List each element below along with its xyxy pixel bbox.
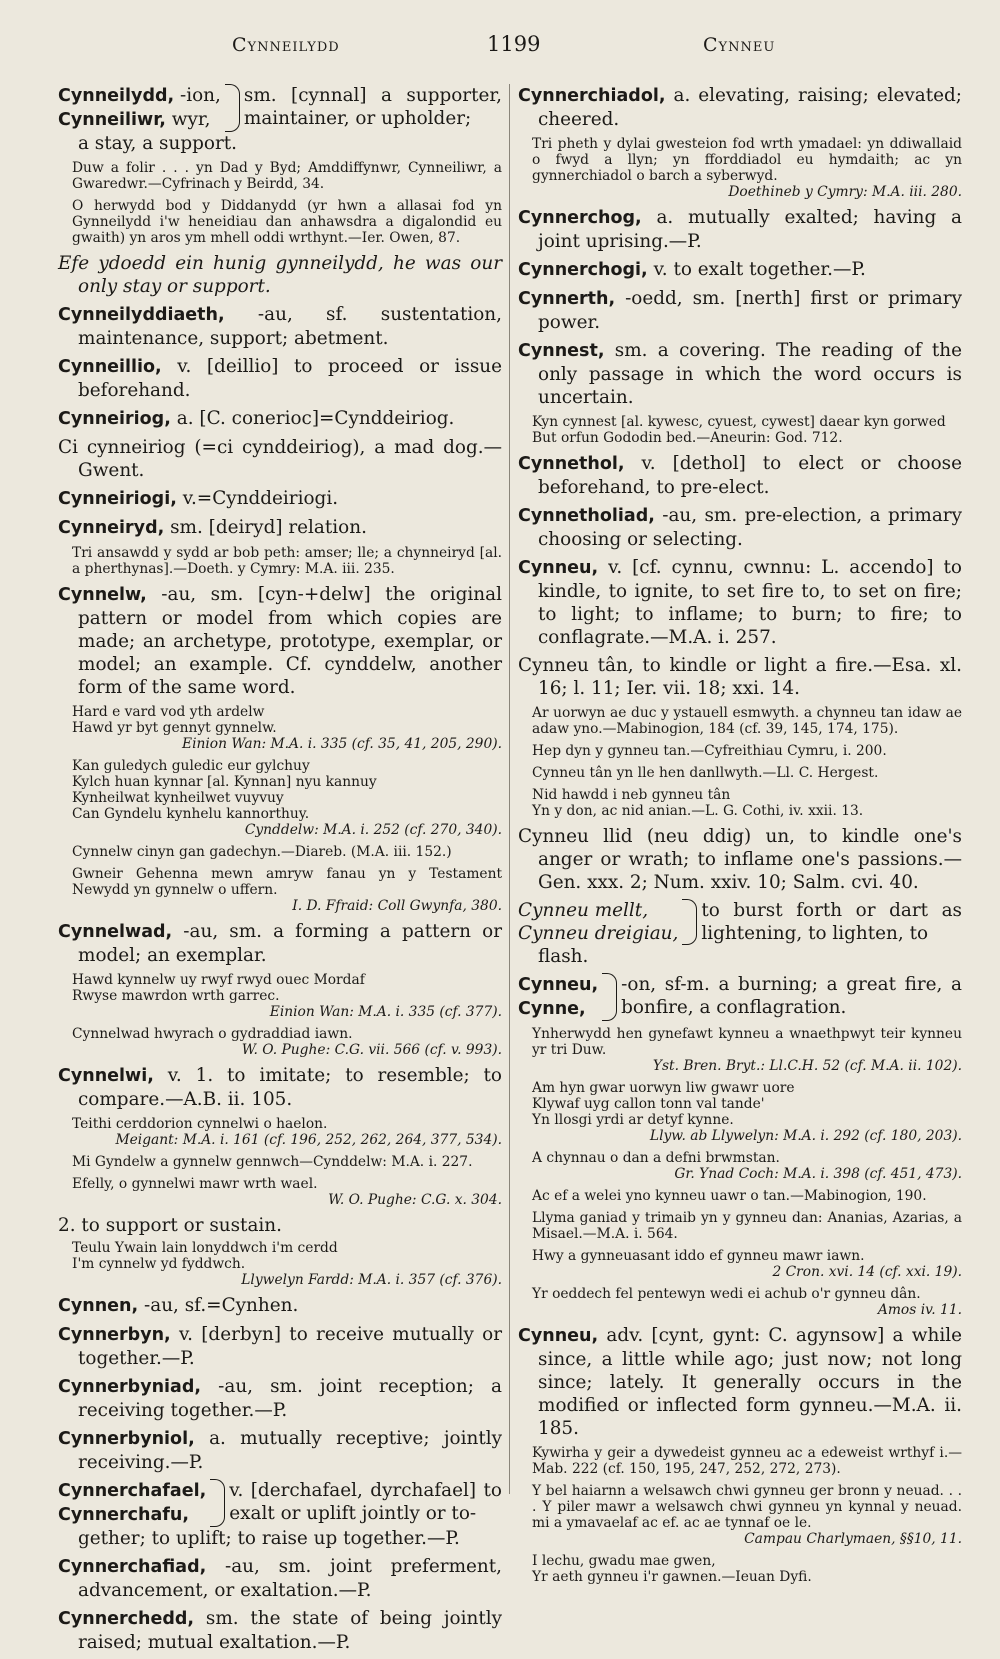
citation-source: Llywelyn Fardd: M.A. i. 357 (cf. 376). (241, 1272, 502, 1288)
entry (518, 556, 962, 649)
definition: adv. [cynt, gynt: C. agynsow] a while since, a little while ago; just now; not long since; lately. It generally occurs in the modified or inflected form gynneu.—M.A. ii. 185. (538, 1325, 962, 1439)
citation (72, 1116, 502, 1148)
definition: -on, sf-m. a burning; a great fire, a bonfire, a conflagration. (621, 974, 962, 1018)
citation-source: Einion Wan: M.A. i. 335 (cf. 377). (269, 1004, 502, 1020)
citation (532, 1150, 962, 1182)
citation-text: Teulu Ywain lain lonyddwch i'm cerdd I'm cynnelw yd fyddwch. (72, 1240, 338, 1272)
headword: Cynnerbyn, (58, 1325, 171, 1345)
citation (72, 972, 502, 1020)
entry-cynneu-mellt (518, 899, 962, 945)
headword: Cynnerchogi, (518, 260, 648, 280)
definition: sm. [cynnal] a supporter, maintainer, or upholder; (243, 85, 502, 129)
headword: Cynnerchafu, (58, 1505, 190, 1525)
definition: v. 1. to imitate; to resemble; to compare.—A.B. ii. 105. (78, 1065, 502, 1110)
running-head-right: Cynneu (703, 34, 776, 56)
citation: Tri ansawdd y sydd ar bob peth: amser; lle; a chynneiryd [al. a pherthynas].—Doeth. y Cymry: M.A. iii. 235. (72, 545, 502, 577)
definition: sm. the state of being jointly raised; mutual exaltation.—P. (78, 1608, 502, 1653)
entry (58, 1064, 502, 1111)
entry (518, 287, 962, 334)
entry-headwords (518, 973, 598, 1021)
citation: Hep dyn y gynneu tan.—Cyfreithiau Cymru, i. 200. (532, 743, 887, 759)
headword: Cynnerchog, (518, 208, 642, 228)
citation-text: Tri pheth y dylai gwesteion fod wrth ymadael: yn ddiwallaid o fwyd a llyn; yn fforddiadol eu hymdaith; ac yn gynnerchiadol o barch a syberwyd. (532, 136, 962, 184)
entry (58, 1555, 502, 1602)
definition-continued: a stay, a support. (78, 133, 237, 154)
headword: Cynnerchafiad, (58, 1557, 207, 1577)
headword: Cynnetholiad, (518, 506, 655, 526)
definition: sm. [deiryd] relation. (170, 517, 367, 538)
citation-source: Meigant: M.A. i. 161 (cf. 196, 252, 262, 264, 377, 534). (115, 1132, 502, 1148)
entry (518, 339, 962, 409)
citation: Ac ef a welei yno kynneu uawr o tan.—Mabinogion, 190. (532, 1188, 927, 1204)
entry (518, 452, 962, 499)
citation-text: Hwy a gynneuasant iddo ef gynneu mawr iawn. (532, 1248, 865, 1264)
entry (518, 258, 962, 282)
plural-ending: wyr, (171, 109, 211, 130)
definition: v. [derbyn] to receive mutually or together.—P. (78, 1324, 502, 1369)
citation-source: Cynddelw: M.A. i. 252 (cf. 270, 340). (244, 822, 502, 838)
definition: -au, sm. [cyn-+delw] the original pattern or model from which copies are made; an archetype, prototype, exemplar, or model; an example. Cf. cynddelw, another form of the same word. (78, 584, 502, 698)
entry (58, 487, 502, 511)
citation: Duw a folir . . . yn Dad y Byd; Amddiffynwr, Cynneiliwr, a Gwaredwr.—Cyfrinach y Beirdd, 34. (72, 160, 502, 192)
headword: Cynnerchedd, (58, 1609, 195, 1629)
plural-ending: -ion, (180, 85, 221, 106)
entry-headwords (58, 1479, 206, 1527)
citation (72, 1240, 502, 1288)
citation-source: W. O. Pughe: C.G. vii. 566 (cf. v. 993). (241, 1042, 502, 1058)
definition: v. [derchafael, dyrchafael] to exalt or uplift jointly or to- (229, 1480, 502, 1524)
entry (58, 355, 502, 402)
entry (518, 84, 962, 131)
definition: v. [dethol] to elect or choose beforehand, to pre-elect. (538, 453, 962, 498)
citation (532, 1286, 962, 1318)
headword: Cynneilyddiaeth, (58, 305, 225, 325)
citation-source: I. D. Ffraid: Coll Gwynfa, 380. (292, 898, 502, 914)
entry (518, 1324, 962, 1440)
headword: Cynnen, (58, 1296, 139, 1316)
definition: v. to exalt together.—P. (653, 259, 866, 280)
citation-text: Teithi cerddorion cynnelwi o haelon. (72, 1116, 328, 1132)
headword: Cynneu, (518, 1326, 599, 1346)
headword: Cynnerbyniol, (58, 1429, 195, 1449)
headword: Cynneilydd, (58, 86, 175, 106)
sense-2: 2. to support or sustain. (58, 1215, 282, 1236)
headword: Cynnerchafael, (58, 1481, 207, 1501)
definition: a. [C. conerioc]=Cynddeiriog. (176, 408, 455, 429)
definition: -au, sf. sustentation, maintenance, support; abetment. (78, 304, 502, 349)
definition: -au, sm. a forming a pattern or model; an exemplar. (78, 921, 502, 966)
running-head-left: Cynneilydd (232, 34, 340, 56)
definition: -au, sf.=Cynhen. (144, 1295, 299, 1316)
citation (532, 1248, 962, 1280)
entry (58, 583, 502, 699)
citation-text: Hard e vard vod yth ardelw Hawd yr byt gennyt gynnelw. (72, 704, 277, 736)
entry-headwords (518, 899, 678, 945)
definition-continued: flash. (538, 946, 589, 967)
citation (72, 758, 502, 838)
headword: Cynnerbyniad, (58, 1377, 202, 1397)
page-number: 1199 (487, 32, 541, 56)
entry (58, 516, 502, 540)
definition: a. mutually receptive; jointly receiving.—P. (78, 1428, 502, 1473)
entry (58, 920, 502, 967)
citation: Nid hawdd i neb gynneu tân Yn y don, ac nid anian.—L. G. Cothi, iv. xxii. 13. (532, 787, 864, 819)
citation-source: Llyw. ab Llywelyn: M.A. i. 292 (cf. 180, 203). (649, 1128, 962, 1144)
citation-source: Einion Wan: M.A. i. 335 (cf. 35, 41, 205, 290). (182, 736, 502, 752)
entry (58, 303, 502, 350)
headword: Cynneu, (518, 975, 599, 995)
definition: -au, sm. joint reception; a receiving together.—P. (78, 1376, 502, 1421)
phrase-example: Ci cynneiriog (=ci cynddeiriog), a mad dog.—Gwent. (58, 437, 502, 481)
citation-text: Efelly, o gynnelwi mawr wrth wael. (72, 1176, 318, 1192)
headword: Cynnethol, (518, 454, 625, 474)
headword: Cynnerchiadol, (518, 86, 666, 106)
citation-text: Y bel haiarnn a welsawch chwi gynneu ger bronn y neuad. . . . Y piler mawr a welsawch chwi gynneu yn kynnal y neuad. mi a ymavaelaf ac ef. ac ae tynnaf oe le. (532, 1483, 962, 1531)
definition: sm. a covering. The reading of the only passage in which the word occurs is uncertain. (538, 340, 962, 408)
entry (518, 504, 962, 551)
citation-text: Cynnelwad hwyrach o gydraddiad iawn. (72, 1026, 353, 1042)
entry-cynneu-noun (518, 973, 962, 1021)
definition: -au, sm. joint preferment, advancement, or exaltation.—P. (78, 1556, 502, 1601)
left-column (58, 84, 502, 1659)
citation-source: Yst. Bren. Bryt.: Ll.C.H. 52 (cf. M.A. ii. 102). (652, 1058, 962, 1074)
headword: Cynnerth, (518, 289, 616, 309)
headword: Cynneillio, (58, 357, 162, 377)
phrase-headword: Cynneu mellt, (518, 900, 649, 921)
citation: Kywirha y geir a dywedeist gynneu ac a edeweist wrthyf i.—Mab. 222 (cf. 150, 195, 247, 252, 272, 273). (532, 1445, 962, 1477)
phrase-headword: Cynneu dreigiau, (518, 923, 679, 944)
phrase-example: Cynneu llid (neu ddig) un, to kindle one's anger or wrath; to inflame one's passions.—Gen. xxx. 2; Num. xxiv. 10; Salm. cvi. 40. (518, 826, 962, 893)
citation: Cynnelw cinyn gan gadechyn.—Diareb. (M.A. iii. 152.) (72, 844, 452, 860)
headword: Cynnest, (518, 341, 605, 361)
citation: Cynneu tân yn lle hen danllwyth.—Ll. C. Hergest. (532, 765, 879, 781)
citation-text: Hawd kynnelw uy rwyf rwyd ouec Mordaf Rwyse mawrdon wrth garrec. (72, 972, 365, 1004)
citation-source: 2 Cron. xvi. 14 (cf. xxi. 19). (772, 1264, 962, 1280)
brace (210, 1479, 225, 1527)
definition: -au, sm. pre-election, a primary choosing or selecting. (538, 505, 962, 550)
right-column (518, 84, 962, 1591)
column-divider (509, 84, 510, 1494)
entry-headwords (58, 84, 221, 132)
definition-continued: gether; to uplift; to raise up together.—P. (78, 1528, 460, 1549)
headword: Cynneiriogi, (58, 489, 177, 509)
headword: Cynne, (518, 999, 586, 1019)
headword: Cynnelwi, (58, 1066, 154, 1086)
brace (602, 973, 617, 1021)
citation-text: Gwneir Gehenna mewn amryw fanau yn y Testament Newydd yn gynnelw o uffern. (72, 866, 502, 898)
definition: a. elevating, raising; elevated; cheered. (538, 85, 962, 130)
citation (532, 136, 962, 200)
citation (72, 866, 502, 914)
citation-source: Gr. Ynad Coch: M.A. i. 398 (cf. 451, 473). (674, 1166, 962, 1182)
entry-cynnerchafael (58, 1479, 502, 1527)
definition: v. [deillio] to proceed or issue beforehand. (78, 356, 502, 401)
entry (58, 1375, 502, 1422)
citation (72, 1176, 502, 1208)
citation (532, 1026, 962, 1074)
definition: -oedd, sm. [nerth] first or primary power. (538, 288, 962, 333)
headword: Cynnelw, (58, 585, 147, 605)
citation (72, 1026, 502, 1058)
citation: Kyn cynnest [al. kywesc, cyuest, cywest] daear kyn gorwed But orfun Gododin bed.—Aneurin: God. 712. (532, 414, 946, 446)
page-header (0, 30, 1000, 64)
entry-cynneilydd (58, 84, 502, 132)
phrase-example: Cynneu tân, to kindle or light a fire.—Esa. xl. 16; l. 11; Ier. vii. 18; xxi. 14. (518, 655, 962, 699)
citation-text: A chynnau o dan a defni brwmstan. (532, 1150, 780, 1166)
definition: v. [cf. cynnu, cwnnu: L. accendo] to kindle, to ignite, to set fire to, to set on fire; to light; to inflame; to burn; to fire; to conflagrate.—M.A. i. 257. (538, 557, 962, 648)
definition: to burst forth or dart as lightening, to lighten, to (701, 900, 962, 944)
definition: v.=Cynddeiriogi. (182, 488, 339, 509)
brace (682, 899, 697, 945)
citation-source: Amos iv. 11. (877, 1302, 962, 1318)
entry (58, 1323, 502, 1370)
citation (532, 1483, 962, 1547)
headword: Cynneiryd, (58, 518, 165, 538)
headword: Cynneiriog, (58, 409, 171, 429)
citation: Ar uorwyn ae duc y ystauell esmwyth. a chynneu tan idaw ae adaw yno.—Mabinogion, 184 (cf. 39, 145, 174, 175). (532, 705, 962, 737)
citation: I lechu, gwadu mae gwen, Yr aeth gynneu i'r gawnen.—Ieuan Dyfi. (532, 1553, 812, 1585)
citation (532, 1080, 962, 1144)
citation-source: Campau Charlymaen, §§10, 11. (744, 1531, 962, 1547)
brace (225, 84, 240, 132)
citation-text: Kan guledych guledic eur gylchuy Kylch huan kynnar [al. Kynnan] nyu kannuy Kynheilwat kynheilwet vuyvuy Can Gyndelu kynhelu kannorthuy. (72, 758, 377, 822)
citation-text: Am hyn gwar uorwyn liw gwawr uore Klywaf uyg callon tonn val tande' Yn llosgi yrdi ar detyf kynne. (532, 1080, 795, 1128)
citation-text: Yr oeddech fel pentewyn wedi ei achub o'r gynneu dân. (532, 1286, 921, 1302)
headword: Cynnelwad, (58, 922, 173, 942)
definition: a. mutually exalted; having a joint uprising.—P. (538, 207, 962, 252)
citation-text: Ynherwydd hen gynefawt kynneu a wnaethpwyt teir kynneu yr tri Duw. (532, 1026, 962, 1058)
entry (58, 1427, 502, 1474)
phrase-example: Efe ydoedd ein hunig gynneilydd, he was our only stay or support. (58, 253, 502, 297)
citation-source: W. O. Pughe: C.G. x. 304. (328, 1192, 502, 1208)
citation: Llyma ganiad y trimaib yn y gynneu dan: Ananias, Azarias, a Misael.—M.A. i. 564. (532, 1210, 962, 1242)
headword: Cynneu, (518, 558, 599, 578)
entry (58, 407, 502, 431)
citation (72, 704, 502, 752)
headword: Cynneiliwr, (58, 110, 166, 130)
entry (58, 1294, 502, 1318)
citation-source: Doethineb y Cymry: M.A. iii. 280. (728, 184, 962, 200)
citation: Mi Gyndelw a gynnelw gennwch—Cynddelw: M.A. i. 227. (72, 1154, 473, 1170)
entry (58, 1607, 502, 1654)
entry (518, 206, 962, 253)
citation: O herwydd bod y Diddanydd (yr hwn a allasai fod yn Gynneilydd i'w heneidiau dan anhawsdra a digalondid eu gwaith) yn aros ym mhell oddi wrthynt.—Ier. Owen, 87. (72, 198, 502, 246)
